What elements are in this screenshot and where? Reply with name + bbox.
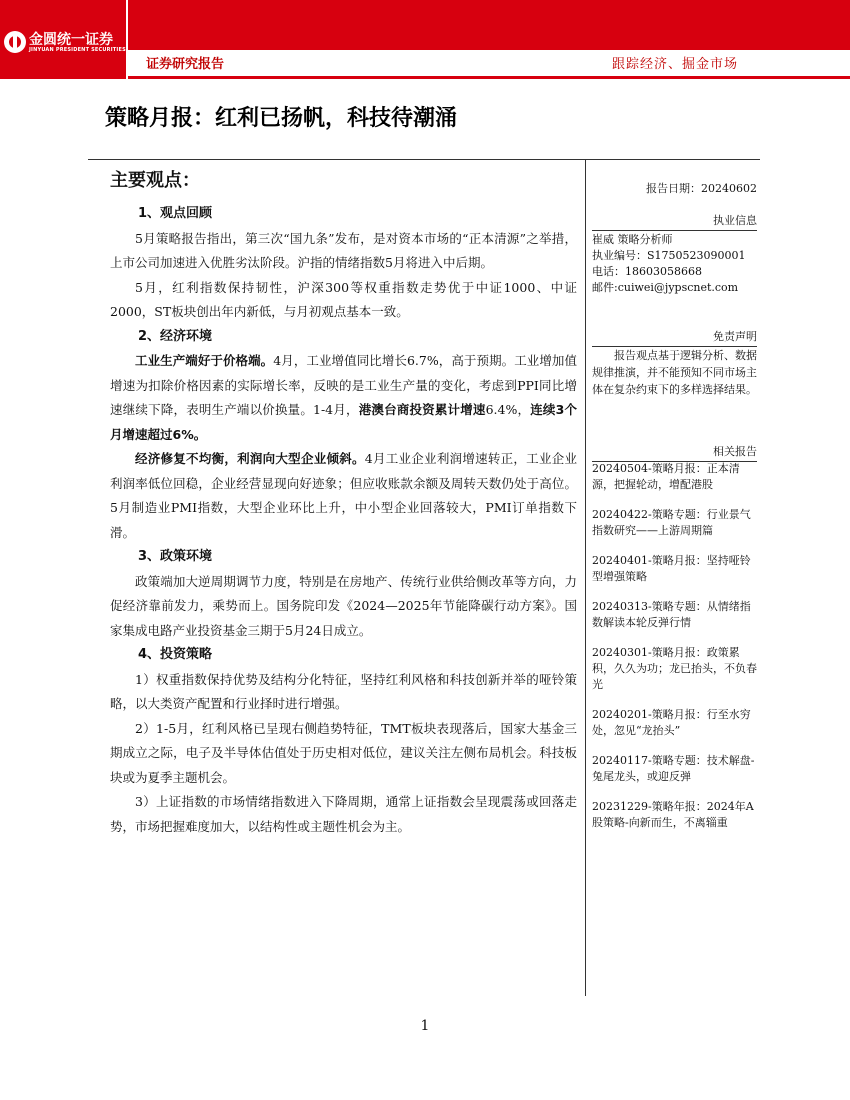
page-title: 策略月报：红利已扬帆，科技待潮涌 xyxy=(105,106,458,131)
page-number: 1 xyxy=(420,1018,430,1034)
analyst-license: 执业编号：S1750523090001 xyxy=(592,249,746,262)
column-divider xyxy=(585,160,586,996)
heading-strategy: 4、投资策略 xyxy=(138,647,213,662)
bold-lead: 工业生产端好于价格端。 xyxy=(135,353,274,368)
slogan: 跟踪经济、掘金市场 xyxy=(611,57,738,72)
analyst-info xyxy=(592,232,757,296)
analyst-phone: 电话：18603058668 xyxy=(592,265,702,278)
bold-highlight-2: 连续3个月增速超过6%。 xyxy=(110,402,577,442)
related-report-item[interactable]: 20240301-策略月报：政策累积，久久为功；龙已抬头，不负春光 xyxy=(592,646,757,691)
header-strip xyxy=(128,50,850,76)
report-date: 报告日期：20240602 xyxy=(646,182,757,195)
related-report-item[interactable]: 20240313-策略专题：从情绪指数解读本轮反弹行情 xyxy=(592,600,751,629)
paragraph-5: 政策端加大逆周期调节力度，特别是在房地产、传统行业供给侧改革等方向，力促经济靠前发力，乘势而上。国务院印发《2024—2025年节能降碳行动方案》。国家集成电路产业投资基金三期于5月24日成立。 xyxy=(110,573,577,638)
paragraph-8: 3）上证指数的市场情绪指数进入下降周期，通常上证指数会呈现震荡或回落走势，市场把握难度加大，以结构性或主题性机会为主。 xyxy=(110,794,577,834)
report-type: 证券研究报告 xyxy=(146,57,225,72)
paragraph-4-text: 4月工业企业利润增速转正，工业企业利润率低位回稳，企业经营显现向好迹象；但应收账款余额及周转天数仍处于高位。5月制造业PMI指数，大型企业环比上升，中小型企业回落较大，PMI订单指数下滑。 xyxy=(110,451,577,540)
related-report-item[interactable]: 20240422-策略专题：行业景气指数研究——上游周期篇 xyxy=(592,508,751,537)
heading-policy: 3、政策环境 xyxy=(138,549,213,564)
bold-highlight: 港澳台商投资累计增速 xyxy=(358,402,486,417)
section-title: 主要观点： xyxy=(110,170,200,191)
practice-heading: 执业信息 xyxy=(592,212,757,231)
disclaimer-text: 报告观点基于逻辑分析、数据规律推演，并不能预知不同市场主体在复杂约束下的多样选择结果。 xyxy=(592,349,757,396)
paragraph-1: 5月策略报告指出，第三次“国九条”发布，是对资本市场的“正本清源”之举措，上市公司加速进入优胜劣汰阶段。沪指的情绪指数5月将进入中后期。 xyxy=(110,230,577,270)
paragraph-4 xyxy=(110,447,577,545)
paragraph-3 xyxy=(110,349,577,447)
paragraph-6: 1）权重指数保持优势及结构分化特征，坚持红利风格和科技创新并举的哑铃策略，以大类资产配置和行业择时进行增强。 xyxy=(110,671,577,711)
main-content xyxy=(110,202,577,839)
related-reports xyxy=(592,461,757,845)
paragraph-3-text: 4月，工业增值同比增长6.7%，高于预期。工业增加值增速为扣除价格因素的实际增长率，反映的是工业生产量的变化，考虑到PPI同比增速继续下降，表明生产端以价换量。1-4月， xyxy=(110,353,577,417)
analyst-name: 崔威 策略分析师 xyxy=(592,233,673,246)
paragraph-2: 5月，红利指数保持韧性，沪深300等权重指数走势优于中证1000、中证2000，ST板块创出年内新低，与月初观点基本一致。 xyxy=(110,279,577,319)
heading-economy: 2、经济环境 xyxy=(138,328,213,344)
related-heading: 相关报告 xyxy=(592,443,757,462)
related-report-item[interactable]: 20240201-策略月报：行至水穷处，忽见“龙抬头” xyxy=(592,708,751,737)
logo xyxy=(0,0,128,79)
related-report-item[interactable]: 20240117-策略专题：技术解盘-兔尾龙头，或迎反弹 xyxy=(592,754,755,783)
analyst-email: 邮件:cuiwei@jypscnet.com xyxy=(592,281,739,294)
title-divider xyxy=(88,159,760,160)
related-report-item[interactable]: 20240504-策略月报：正本清源，把握轮动，增配港股 xyxy=(592,462,740,491)
paragraph-7: 2）1-5月，红利风格已呈现右侧趋势特征，TMT板块表现落后，国家大基金三期成立之际，电子及半导体估值处于历史相对低位，建议关注左侧布局机会。科技板块或为夏季主题机会。 xyxy=(110,720,577,785)
disclaimer-heading: 免责声明 xyxy=(592,328,757,347)
bold-lead-2: 经济修复不均衡，利润向大型企业倾斜。 xyxy=(135,451,365,466)
related-report-item[interactable]: 20240401-策略月报：坚持哑铃型增强策略 xyxy=(592,554,751,583)
paragraph-3-mid: 6.4%， xyxy=(485,402,531,417)
logo-text-cn: 金圆统一证券 xyxy=(29,32,113,48)
related-report-item[interactable]: 20231229-策略年报：2024年A股策略-向新而生，不离辎重 xyxy=(592,800,754,829)
heading-review: 1、观点回顾 xyxy=(138,206,213,221)
logo-text-en: JINYUAN PRESIDENT SECURITIES xyxy=(29,47,126,53)
logo-mark-icon xyxy=(4,31,26,53)
